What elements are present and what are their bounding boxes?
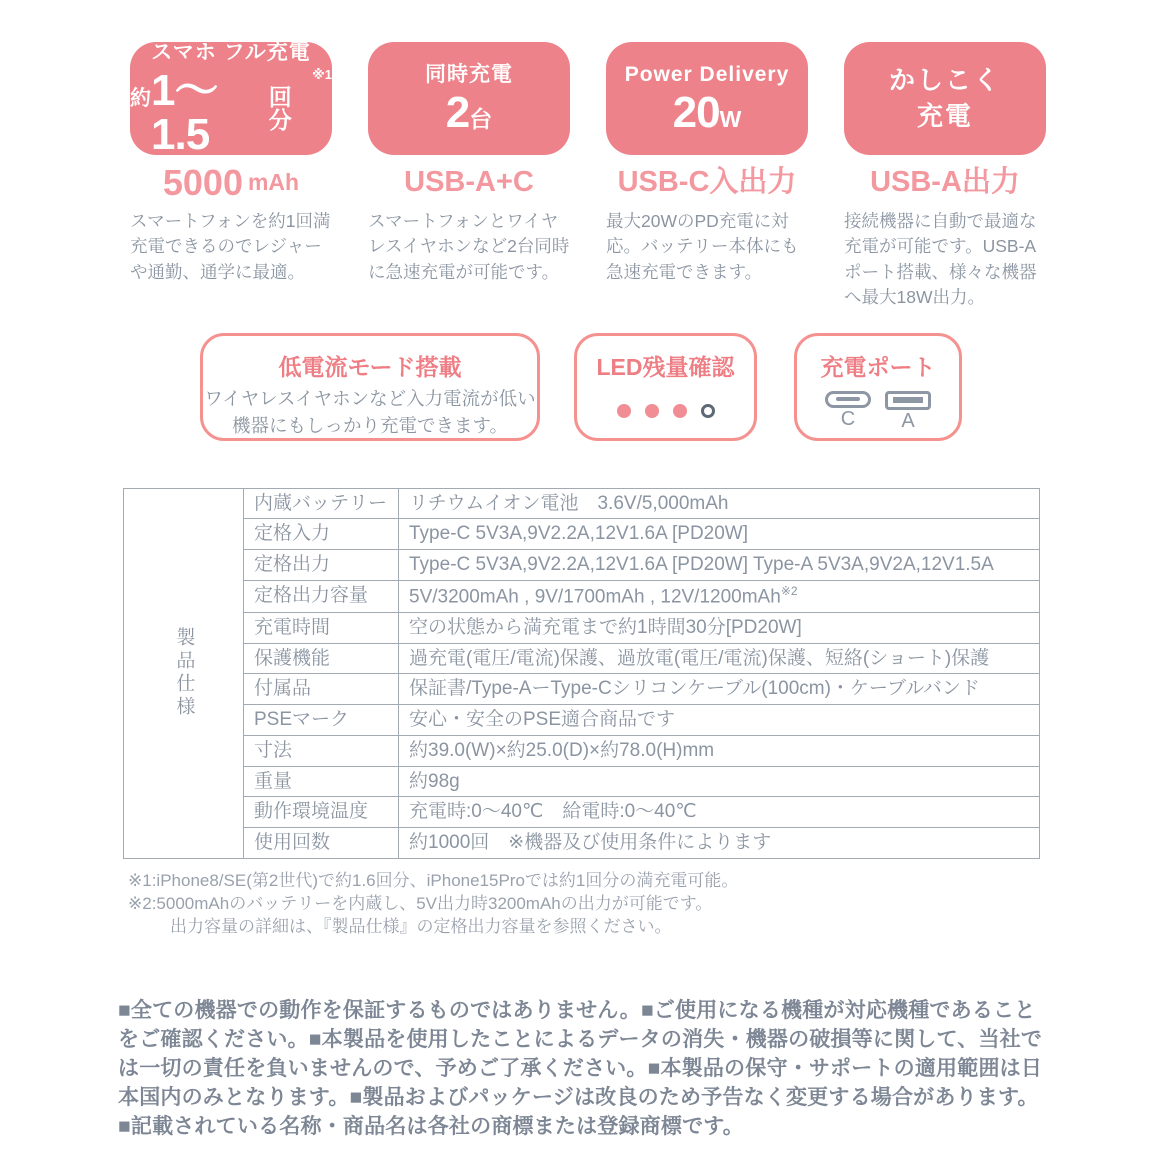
low-current-title: 低電流モード搭載 (278, 353, 462, 380)
spec-table (123, 488, 1040, 859)
table-row: 充電時間 空の状態から満充電まで約1時間30分[PD20W] (124, 612, 1040, 643)
table-row: 定格出力容量 5V/3200mAh , 9V/1700mAh , 12V/1200mAh$^{※2}$ (124, 580, 1040, 612)
usb-a-port-icon (885, 391, 931, 410)
footnote-marker: ※2 (780, 583, 798, 598)
badge-line1: かしこく (888, 65, 1001, 96)
feature-subtitle-capacity (130, 163, 332, 203)
badge-dual-charge (368, 42, 570, 155)
feature-description: 最大20WのPD充電に対応。バッテリー本体にも急速充電できます。 (606, 211, 799, 282)
highlight-row (200, 333, 1162, 441)
led-dot-empty-icon (701, 404, 715, 418)
badge-value (672, 88, 742, 138)
low-current-mode-box (200, 333, 540, 441)
table-row: 寸法 約39.0(W)×約25.0(D)×約78.0(H)mm (124, 735, 1040, 766)
badge-smart-charge (844, 42, 1046, 155)
badge-title: Power Delivery (624, 62, 790, 86)
badge-title: スマホ フル充電 (151, 40, 311, 64)
charge-port-title: 充電ポート (820, 353, 936, 380)
led-dot-filled-icon (673, 404, 687, 418)
disclaimer-text: ■全ての機器での動作を保証するものではありません。■ご使用になる機種が対応機種であることをご確認ください。■本製品を使用したことによるデータの消失・機器の破損等に関して、当社では一切の責任を負いませんので、予めご了承ください。■本製品の保守・サポートの適用範囲は日本国内のみとなります。■製品およびパッケージは改良のため予告なく変更する場合があります。■記載されている名称・商品名は各社の商標または登録商標です。 (118, 998, 1043, 1138)
table-row: 付属品 保証書/Type-AーType-Cシリコンケーブル(100cm)・ケーブルバンド (124, 674, 1040, 705)
feature-full-charge (130, 42, 332, 311)
table-row: 重量 約98g (124, 766, 1040, 797)
feature-description: 接続機器に自動で最適な充電が可能です。USB-Aポート搭載、様々な機器へ最大18W出力。 (844, 211, 1037, 308)
led-indicator-box (574, 333, 757, 441)
badge-number: 20 (672, 88, 720, 138)
table-row: 製品仕様 内蔵バッテリー リチウムイオン電池 3.6V/5,000mAh (124, 488, 1040, 519)
usb-c-port-icon (825, 391, 871, 408)
badge-title: 同時充電 (425, 62, 513, 86)
low-current-text: ワイヤレスイヤホンなど入力電流が低い機器にもしっかり充電できます。 (204, 387, 536, 437)
spec-table-side-label: 製品仕様 (124, 488, 244, 858)
footnote-line: ※1:iPhone8/SE(第2世代)で約1.6回分、iPhone15Proでは約1回分の満充電可能。 (128, 870, 739, 890)
feature-description: スマートフォンとワイヤレスイヤホンなど2台同時に急速充電が可能です。 (368, 211, 570, 282)
feature-description: スマートフォンを約1回満充電できるのでレジャーや通勤、通学に最適。 (130, 211, 331, 282)
capacity-unit: mAh (247, 169, 300, 196)
badge-line2: 充電 (916, 100, 973, 131)
led-title: LED残量確認 (596, 353, 735, 380)
feature-power-delivery (606, 42, 808, 311)
led-dot-filled-icon (617, 404, 631, 418)
feature-smart-charge (844, 42, 1046, 311)
feature-subtitle-usba: USB-A出力 (870, 166, 1020, 199)
feature-subtitle-ports: USB-A+C (404, 166, 534, 199)
badge-value (445, 88, 493, 138)
footnote-line: 出力容量の詳細は、『製品仕様』の定格出力容量を参照ください。 (170, 916, 672, 936)
badge-suffix: 台 (469, 106, 493, 133)
feature-row (0, 0, 1162, 311)
badge-footnote-marker: ※1 (312, 67, 332, 83)
badge-value (130, 66, 332, 160)
capacity-value: 5000 (162, 162, 243, 204)
badge-suffix: W (719, 106, 742, 133)
usb-a-port (885, 391, 931, 431)
badge-prefix: 約 (130, 87, 151, 111)
led-dot-filled-icon (645, 404, 659, 418)
feature-dual-charge (368, 42, 570, 311)
badge-full-charge (130, 40, 332, 160)
footnote-line: ※2:5000mAhのバッテリーを内蔵し、5V出力時3200mAhの出力が可能です。 (128, 893, 713, 913)
feature-subtitle-usbc: USB-C入出力 (617, 166, 797, 199)
table-row: 定格入力 Type-C 5V3A,9V2.2A,12V1.6A [PD20W] (124, 519, 1040, 550)
usb-c-port (825, 391, 871, 431)
table-row: 使用回数 約1000回 ※機器及び使用条件によります (124, 828, 1040, 859)
table-row: 定格出力 Type-C 5V3A,9V2.2A,12V1.6A [PD20W] Type-A 5V3A,9V2A,12V1.5A (124, 550, 1040, 581)
charge-port-box (794, 333, 962, 441)
badge-suffix: 回分 (268, 84, 292, 134)
badge-number: 2 (445, 88, 470, 138)
usb-a-port-label: A (901, 409, 915, 432)
table-row: PSEマーク 安心・安全のPSE適合商品です (124, 705, 1040, 736)
table-row: 動作環境温度 充電時:0〜40℃ 給電時:0〜40℃ (124, 797, 1040, 828)
table-row: 保護機能 過充電(電圧/電流)保護、過放電(電圧/電流)保護、短絡(ショート)保護 (124, 643, 1040, 674)
port-icons (797, 391, 959, 431)
badge-power-delivery (606, 42, 808, 155)
led-dots (577, 404, 754, 418)
footnotes (128, 870, 1162, 939)
badge-number: 1〜1.5 (151, 66, 218, 160)
usb-c-port-label: C (840, 407, 856, 430)
